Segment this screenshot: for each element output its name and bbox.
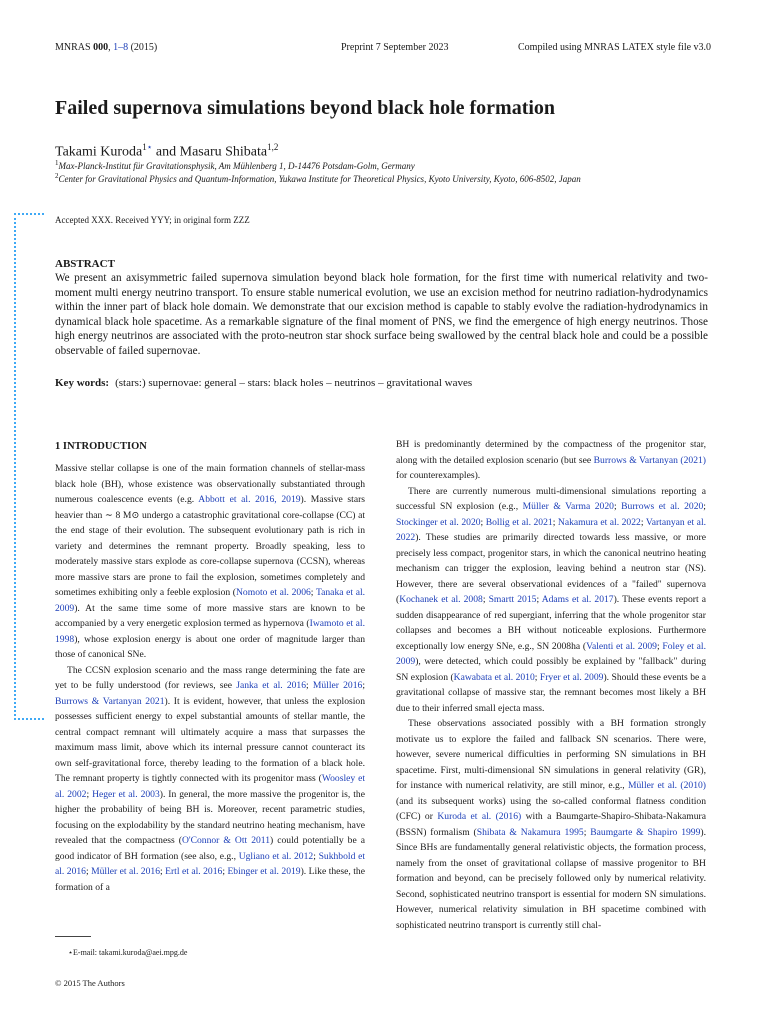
- author-connector: and: [152, 144, 180, 160]
- citation-link[interactable]: Foley et al. 2009: [396, 640, 706, 667]
- citation-link[interactable]: Heger et al. 2003: [92, 788, 160, 800]
- paragraph-text: ;: [583, 826, 591, 838]
- paragraph-text: ;: [310, 587, 316, 598]
- footnote-email: E-mail: takami.kuroda@aei.mpg.de: [73, 948, 188, 957]
- paragraph-text: ;: [313, 850, 319, 862]
- citation-link[interactable]: Burrows & Vartanyan 2021: [55, 695, 165, 707]
- right-paragraph-1: [396, 437, 706, 484]
- paragraph-text: ), were detected, which could possibly be explained by "fallback" during SN explosion (: [396, 656, 706, 683]
- right-column: [396, 437, 706, 967]
- citation-link[interactable]: Valenti et al. 2009: [586, 640, 657, 652]
- copyright-notice: © 2015 The Authors: [55, 978, 125, 988]
- footnote-mark: ⋆: [68, 948, 74, 957]
- paragraph-text: ;: [640, 516, 646, 528]
- affiliation-1: [55, 158, 415, 172]
- paragraph-text: ;: [552, 516, 558, 528]
- paragraph-text: ;: [85, 866, 92, 877]
- author-2: Masaru Shibata: [179, 144, 268, 160]
- author-1: Takami Kuroda: [55, 144, 143, 160]
- citation-link[interactable]: Ertl et al. 2016: [165, 866, 223, 877]
- affiliation-1-text: Max-Planck-Institut für Gravitationsphysik, Am Mühlenberg 1, D-14476 Potsdam-Golm, Germany: [58, 161, 415, 171]
- paragraph-text: ). Since BHs are fundamentally general relativistic objects, the formation process, namely from the onset of gravitational collapse of massive progenitor to BH formation and beyond, can be precisely followed only by numerical relativity. Second, sophisticated neutrino transport is essential for modern SN simulations. However, numerical relativity simulation in BH spacetime combined with sophisticated neutrino transport is currently still chal-: [396, 826, 706, 931]
- paragraph-text: ;: [613, 501, 622, 512]
- citation-link[interactable]: Abbott et al. 2016, 2019: [198, 494, 301, 505]
- paragraph-text: ;: [160, 866, 166, 877]
- affiliation-2: [55, 171, 581, 185]
- author-1-footnote-link[interactable]: ⋆: [146, 142, 153, 152]
- left-paragraph-2: [55, 663, 365, 896]
- keywords-text: (stars:) supernovae: general – stars: black holes – neutrinos – gravitational waves: [115, 377, 473, 389]
- paper-title: Failed supernova simulations beyond black hole formation: [55, 97, 556, 119]
- paragraph-text: ;: [534, 671, 540, 683]
- paragraph-text: ). Like these, the formation of a: [55, 866, 365, 893]
- footnote: [68, 948, 187, 958]
- paragraph-text: The CCSN explosion scenario and the mass range determining the fate are yet to be fully understood (for reviews, see: [55, 664, 365, 691]
- paragraph-text: ;: [656, 640, 663, 652]
- paragraph-text: with a Baumgarte-Shapiro-Shibata-Nakamura (BSSN) formalism (: [396, 811, 706, 838]
- citation-link[interactable]: Müller et al. (2010): [627, 780, 706, 791]
- paragraph-text: ;: [222, 866, 228, 877]
- paragraph-text: ). These studies are primarily directed towards less massive, or more precisely less compact, progenitor stars, in which the canonical neutrino heating mechanism can trigger the explosion, leaving behind a neutron star (NS). However, there are several observational evidences of a "failed" supernova (: [396, 532, 706, 605]
- citation-link[interactable]: Woosley et al. 2002: [55, 773, 365, 800]
- paragraph-text: ;: [362, 680, 365, 691]
- paragraph-text: ). Massive stars heavier than ∼ 8 M⊙ undergo a catastrophic gravitational core-collapse (CC) at the end stage of their evolution. The subsequent evolutionary path is rich in variety and determines the remnant property. Broadly speaking, less to moderately massive stars explode as core-collapse supernova (CCSN), whereas more massive stars are prone to fail the explosion, sometimes completely and sometimes exhibiting only a feeble explosion (: [55, 494, 365, 598]
- citation-link[interactable]: Müller et al. 2016: [91, 866, 160, 877]
- citation-link[interactable]: Nomoto et al. 2006: [236, 587, 311, 598]
- paragraph-text: ). In general, the more massive the progenitor is, the higher the probability of being BH is. Moreover, recent parametric studies, focusing on the explodability by the standard neutrino heating mechanism, have revealed that the compactness (: [55, 788, 365, 846]
- journal-volume: 000: [93, 42, 109, 53]
- citation-link[interactable]: Shibata & Nakamura 1995: [476, 826, 584, 838]
- citation-link[interactable]: Kawabata et al. 2010: [453, 671, 535, 683]
- right-paragraph-2: [396, 484, 706, 717]
- paragraph-text: ), whose explosion energy is about one order of magnitude larger than those of canonical SNe.: [55, 633, 365, 660]
- citation-link[interactable]: Janka et al. 2016: [236, 680, 307, 691]
- margin-annotation-bracket: [14, 213, 44, 720]
- citation-link[interactable]: Iwamoto et al. 1998: [55, 618, 365, 645]
- footnote-rule: [55, 936, 91, 937]
- citation-link[interactable]: Burrows & Vartanyan (2021): [593, 454, 706, 466]
- paragraph-text: ). It is evident, however, that unless the explosion possesses sufficient energy to expel substantial amounts of stellar mantle, the central compact remnant will ultimately acquire a mass that surpasses the maximum mass limit, above which its internal pressure cannot counteract its own self-gravitational force, thereby leading to the formation of a black hole. The remnant property is tightly connected with its progenitor mass (: [55, 695, 365, 784]
- paragraph-text: ). These events report a sudden disappearance of red supergiant, inferring that the whole progenitor star collapses and becomes a BH without noticeable explosions. Furthermore exceptionally low energy SNe, e.g., SN 2008ha (: [396, 594, 706, 652]
- paragraph-text: ). At the same time some of more massive stars are known to be accompanied by a very energetic explosion termed as hypernova (: [55, 602, 365, 629]
- paragraph-text: ;: [703, 501, 706, 512]
- keywords-label: Key words:: [55, 377, 110, 389]
- author-2-affil-mark: 1,2: [267, 142, 279, 152]
- citation-link[interactable]: Nakamura et al. 2022: [557, 516, 641, 528]
- journal-year: (2015): [130, 42, 158, 53]
- citation-link[interactable]: Müller & Varma 2020: [522, 501, 614, 512]
- left-column: [55, 461, 365, 916]
- right-paragraph-3: [396, 716, 706, 933]
- keywords: [55, 376, 472, 391]
- running-head-journal: MNRAS 000, 1–8 (2015): [55, 42, 158, 53]
- paragraph-text: Massive stellar collapse is one of the main formation channels of stellar-mass black hole (BH), whose existence was observationally substantiated through numerous coalescence events (e.g.: [55, 463, 365, 505]
- citation-link[interactable]: O'Connor & Ott 2011: [181, 835, 271, 846]
- affiliation-1-mark: 1: [55, 159, 59, 167]
- paragraph-text: for counterexamples).: [396, 470, 481, 481]
- citation-link[interactable]: Tanaka et al. 2009: [55, 587, 365, 614]
- affiliation-2-text: Center for Gravitational Physics and Quantum-Information, Yukawa Institute for Theoretical Physics, Kyoto University, Kyoto, 606-8502, Japan: [58, 174, 581, 184]
- citation-link[interactable]: Burrows et al. 2020: [621, 501, 704, 512]
- citation-link[interactable]: Ebinger et al. 2019: [227, 866, 301, 877]
- page-range-link[interactable]: 1–8: [113, 42, 129, 53]
- author-1-affil-mark: 1: [142, 142, 147, 152]
- section-heading-introduction: 1 INTRODUCTION: [55, 441, 147, 452]
- citation-link[interactable]: Bollig et al. 2021: [485, 516, 553, 528]
- citation-link[interactable]: Vartanyan et al. 2022: [396, 516, 706, 543]
- citation-link[interactable]: Baumgarte & Shapiro 1999: [590, 826, 701, 838]
- paragraph-text: ) could potentially be a good indicator of BH formation (see also, e.g.,: [55, 835, 365, 862]
- left-paragraph-1: [55, 461, 365, 663]
- paragraph-text: ;: [536, 594, 542, 605]
- citation-link[interactable]: Stockinger et al. 2020: [396, 516, 481, 528]
- paragraph-text: ). Should these events be a gravitational collapse of massive star, the remnant becomes most likely a BH due to their inferred small ejecta mass.: [396, 671, 706, 714]
- paragraph-text: There are currently numerous multi-dimensional simulations reporting a successful SN explosion (e.g.,: [396, 485, 706, 512]
- acceptance-note: Accepted XXX. Received YYY; in original form ZZZ: [55, 215, 250, 225]
- citation-link[interactable]: Adams et al. 2017: [541, 594, 614, 605]
- paragraph-text: These observations associated possibly with a BH formation strongly motivate us to explore the failed and fallback SN scenarios. There were, however, severe numerical difficulties in performing SN simulations in BH spacetime. First, multi-dimensional SN simulations in general relativity (GR), for instance with numerical relativity, are still minor, e.g.,: [396, 718, 706, 791]
- abstract-heading: ABSTRACT: [55, 258, 115, 270]
- citation-link[interactable]: Kochanek et al. 2008: [399, 594, 483, 605]
- paragraph-text: (and its subsequent works) using the so-called conformal flatness condition (CFC) or: [396, 795, 706, 822]
- journal-name: MNRAS: [55, 42, 91, 53]
- paragraph-text: ;: [482, 594, 489, 605]
- citation-link[interactable]: Ugliano et al. 2012: [238, 850, 314, 862]
- paragraph-text: ;: [306, 680, 313, 691]
- paragraph-text: ;: [86, 788, 93, 800]
- citation-link[interactable]: Sukhbold et al. 2016: [55, 850, 365, 877]
- citation-link[interactable]: Müller 2016: [312, 680, 363, 691]
- citation-link[interactable]: Fryer et al. 2009: [539, 671, 604, 683]
- compiled-note: Compiled using MNRAS LATEX style file v3.0: [518, 42, 712, 53]
- preprint-date: Preprint 7 September 2023: [341, 42, 449, 53]
- citation-link[interactable]: Kuroda et al. (2016): [437, 811, 522, 822]
- abstract-text: We present an axisymmetric failed supernova simulation beyond black hole formation, for the first time with numerical relativity and two-moment multi energy neutrino transport. To ensure stable numerical evolution, we use an excision method for neutrino radiation-hydrodynamics within the inner part of black hole domain. We demonstrate that our excision method is capable to stably evolve the radiation-hydrodynamics in dynamical black hole spacetime. As a remarkable signature of the final moment of PNS, we find the emergence of high energy neutrinos. Those high energy neutrinos are associated with the proto-neutron star shock surface being swallowed by the central black hole and could be a possible observable of failed supernovae.: [55, 272, 708, 357]
- paragraph-text: ;: [480, 516, 486, 528]
- citation-link[interactable]: Smartt 2015: [488, 594, 537, 605]
- paragraph-text: BH is predominantly determined by the compactness of the progenitor star, along with the detailed explosion scenario (but see: [396, 439, 706, 466]
- affiliation-2-mark: 2: [55, 172, 59, 180]
